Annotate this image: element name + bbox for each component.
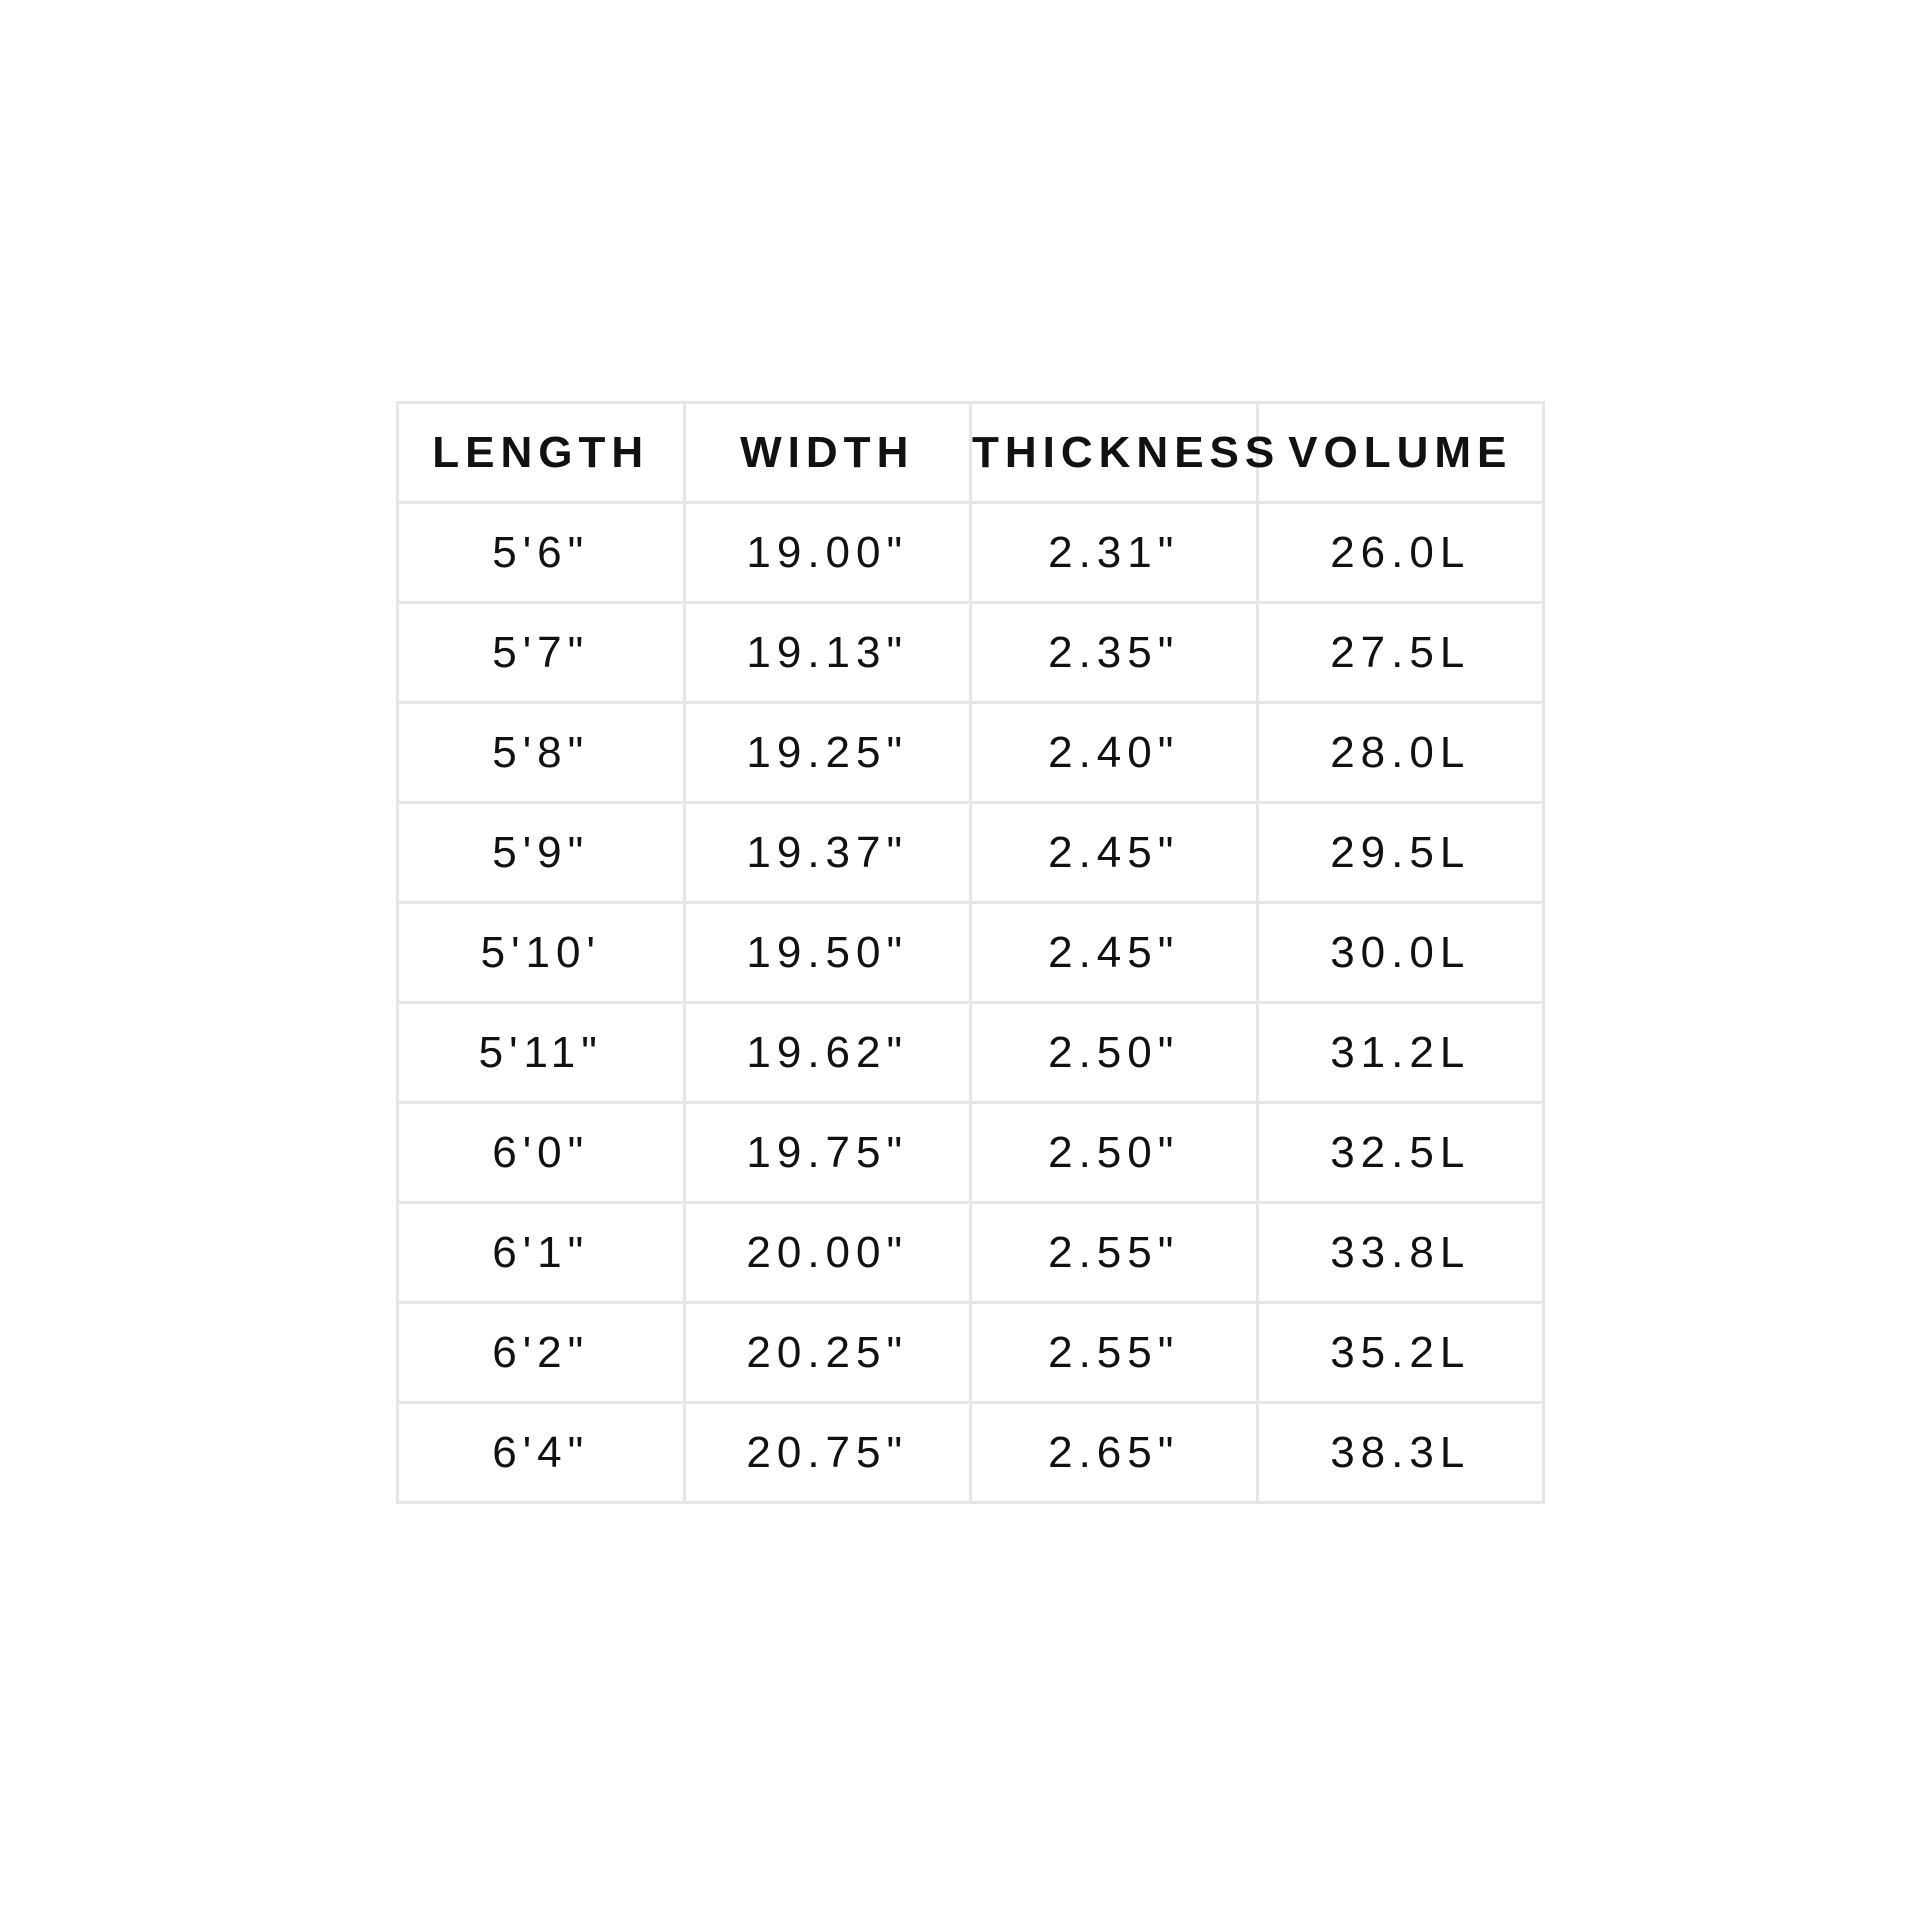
cell-volume: 38.3L: [1257, 1403, 1544, 1503]
table-row: [398, 903, 1544, 1003]
cell-thickness: 2.55": [971, 1203, 1258, 1303]
cell-thickness: 2.45": [971, 803, 1258, 903]
table-row: [398, 703, 1544, 803]
cell-thickness: 2.40": [971, 703, 1258, 803]
cell-width: 20.75": [684, 1403, 971, 1503]
cell-length: 5'9": [398, 803, 685, 903]
cell-length: 5'7": [398, 603, 685, 703]
cell-volume: 30.0L: [1257, 903, 1544, 1003]
cell-thickness: 2.35": [971, 603, 1258, 703]
cell-volume: 32.5L: [1257, 1103, 1544, 1203]
table-row: [398, 1203, 1544, 1303]
cell-length: 5'8": [398, 703, 685, 803]
cell-volume: 28.0L: [1257, 703, 1544, 803]
cell-volume: 26.0L: [1257, 503, 1544, 603]
table-row: [398, 503, 1544, 603]
cell-width: 19.37": [684, 803, 971, 903]
cell-volume: 31.2L: [1257, 1003, 1544, 1103]
cell-thickness: 2.65": [971, 1403, 1258, 1503]
cell-width: 19.25": [684, 703, 971, 803]
cell-width: 19.00": [684, 503, 971, 603]
cell-thickness: 2.50": [971, 1103, 1258, 1203]
cell-thickness: 2.31": [971, 503, 1258, 603]
cell-volume: 35.2L: [1257, 1303, 1544, 1403]
cell-width: 20.00": [684, 1203, 971, 1303]
header-thickness: THICKNESS: [971, 403, 1258, 503]
cell-length: 6'0": [398, 1103, 685, 1203]
table-row: [398, 1303, 1544, 1403]
cell-volume: 29.5L: [1257, 803, 1544, 903]
cell-length: 5'11": [398, 1003, 685, 1103]
cell-volume: 33.8L: [1257, 1203, 1544, 1303]
cell-volume: 27.5L: [1257, 603, 1544, 703]
table-row: [398, 803, 1544, 903]
cell-width: 19.62": [684, 1003, 971, 1103]
cell-width: 19.13": [684, 603, 971, 703]
cell-width: 20.25": [684, 1303, 971, 1403]
cell-thickness: 2.50": [971, 1003, 1258, 1103]
cell-thickness: 2.55": [971, 1303, 1258, 1403]
cell-length: 6'2": [398, 1303, 685, 1403]
table-row: [398, 1103, 1544, 1203]
header-length: LENGTH: [398, 403, 685, 503]
cell-width: 19.75": [684, 1103, 971, 1203]
header-width: WIDTH: [684, 403, 971, 503]
cell-length: 5'6": [398, 503, 685, 603]
cell-width: 19.50": [684, 903, 971, 1003]
cell-length: 6'4": [398, 1403, 685, 1503]
size-chart: [396, 401, 1542, 1504]
table-row: [398, 1003, 1544, 1103]
table-row: [398, 1403, 1544, 1503]
header-volume: VOLUME: [1257, 403, 1544, 503]
cell-thickness: 2.45": [971, 903, 1258, 1003]
table-row: [398, 603, 1544, 703]
size-table: [396, 401, 1545, 1504]
cell-length: 6'1": [398, 1203, 685, 1303]
cell-length: 5'10': [398, 903, 685, 1003]
header-row: [398, 403, 1544, 503]
